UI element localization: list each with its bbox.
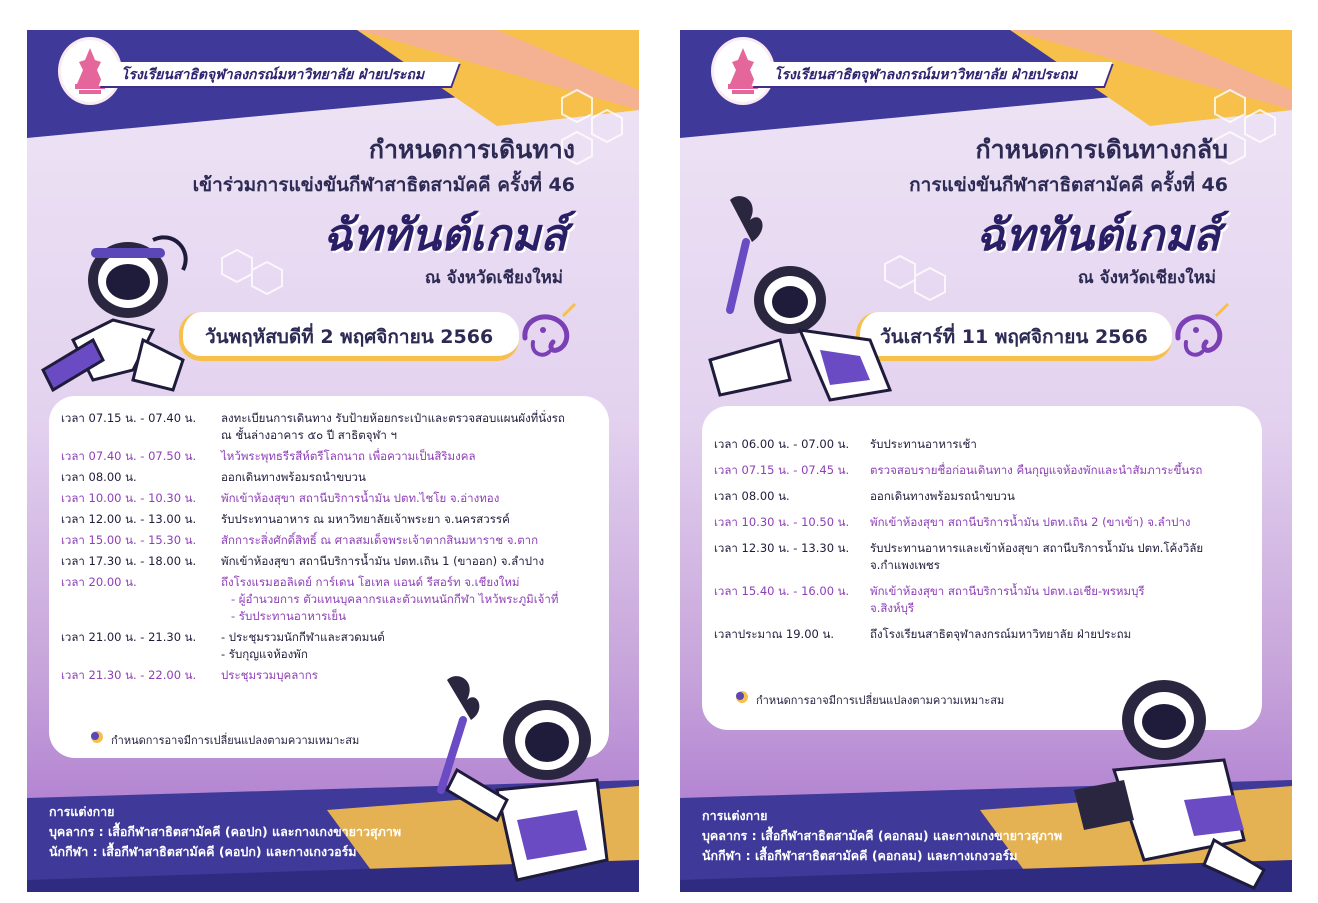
torch-icon: [730, 242, 746, 310]
schedule-time: เวลา 12.00 น. - 13.00 น.: [61, 512, 197, 526]
schedule-activity: [221, 490, 499, 507]
schedule-time: เวลา 07.40 น. - 07.50 น.: [61, 449, 197, 463]
schedule-time: เวลา 21.00 น. - 21.30 น.: [61, 630, 197, 644]
schedule-activity: [870, 583, 1145, 617]
school-name: โรงเรียนสาธิตจุฬาลงกรณ์มหาวิทยาลัย ฝ่ายประถม: [774, 67, 1078, 83]
schedule-activity-line: - ผู้อำนวยการ ตัวแทนบุคลากรและตัวแทนนักกีฬา ไหว้พระภูมิเจ้าที่: [231, 592, 559, 606]
title-line2: การแข่งขันกีฬาสาธิตสามัคคี ครั้งที่ 46: [909, 174, 1228, 196]
schedule-activity-line: จ.สิงห์บุรี: [870, 601, 915, 615]
schedule-activity: [221, 448, 476, 465]
schedule-activity: [870, 540, 1203, 574]
schedule-time: เวลา 12.30 น. - 13.30 น.: [714, 541, 850, 555]
schedule-activity-line: รับประทานอาหารเช้า: [870, 437, 977, 451]
dress-title: การแต่งกาย: [49, 804, 115, 819]
note: กำหนดการอาจมีการเปลี่ยนแปลงตามความเหมาะสม: [756, 694, 1005, 707]
mascot-robot: [427, 670, 627, 892]
schedule-activity-line: - รับประทานอาหารเย็น: [231, 609, 346, 623]
schedule-time: เวลา 20.00 น.: [61, 575, 137, 589]
schedule-activity: [870, 488, 1015, 505]
poster-departure: [27, 30, 639, 892]
schedule-activity-line: - รับกุญแจห้องพัก: [221, 647, 308, 661]
date: วันเสาร์ที่ 11 พฤศจิกายน 2566: [880, 326, 1148, 348]
schedule-time: เวลา 21.30 น. - 22.00 น.: [61, 668, 197, 682]
schedule-activity: [221, 469, 366, 486]
schedule-activity-line: ประชุมรวมบุคลากร: [221, 668, 318, 682]
dress-staff: บุคลากร : เสื้อกีฬาสาธิตสามัคคี (คอกลม) และกางเกงขายาวสุภาพ: [702, 828, 1063, 843]
schedule-time: เวลา 06.00 น. - 07.00 น.: [714, 437, 850, 451]
dress-title: การแต่งกาย: [702, 808, 768, 823]
hexagon-decor: [217, 240, 307, 310]
schedule-activity-line: ถึงโรงเรียนสาธิตจุฬาลงกรณ์มหาวิทยาลัย ฝ่ายประถม: [870, 627, 1132, 641]
school-name: โรงเรียนสาธิตจุฬาลงกรณ์มหาวิทยาลัย ฝ่ายประถม: [121, 67, 425, 83]
schedule-activity-line: ณ ชั้นล่างอาคาร ๕๐ ปี สาธิตจุฬา ฯ: [221, 428, 397, 442]
game-name: ฉัททันต์เกมส์: [975, 210, 1220, 261]
date: วันพฤหัสบดีที่ 2 พฤศจิกายน 2566: [205, 326, 494, 348]
schedule-activity: [870, 514, 1191, 531]
schedule-activity: [870, 436, 977, 453]
poster-return: [680, 30, 1292, 892]
schedule-activity-line: ลงทะเบียนการเดินทาง รับป้ายห้อยกระเป๋าและตรวจสอบแผนผังที่นั่งรถ: [221, 411, 565, 425]
dress-athlete: นักกีฬา : เสื้อกีฬาสาธิตสามัคคี (คอปก) และกางเกงวอร์ม: [49, 844, 357, 859]
schedule-time: เวลา 15.40 น. - 16.00 น.: [714, 584, 850, 598]
mascot-robot: [690, 190, 900, 410]
title-line2: เข้าร่วมการแข่งขันกีฬาสาธิตสามัคคี ครั้งที่ 46: [192, 174, 575, 196]
schedule-activity-line: รับประทานอาหาร ณ มหาวิทยาลัยเจ้าพระยา จ.นครสวรรค์: [221, 512, 510, 526]
schedule-activity-line: สักการะสิ่งศักดิ์สิทธิ์ ณ ศาลสมเด็จพระเจ้าตากสินมหาราช จ.ตาก: [221, 533, 539, 547]
note: กำหนดการอาจมีการเปลี่ยนแปลงตามความเหมาะสม: [111, 734, 360, 747]
schedule-activity-line: รับประทานอาหารและเข้าห้องสุขา สถานีบริการน้ำมัน ปตท.โค้งวิลัย: [870, 541, 1204, 555]
schedule-activity: [221, 511, 510, 528]
elephant-icon: [1166, 302, 1236, 366]
title-line1: กำหนดการเดินทาง: [368, 135, 575, 164]
dress-athlete: นักกีฬา : เสื้อกีฬาสาธิตสามัคคี (คอกลม) และกางเกงวอร์ม: [702, 848, 1018, 863]
schedule-activity-line: - ประชุมรวมนักกีฬาและสวดมนต์: [221, 630, 385, 644]
elephant-icon: [513, 302, 583, 366]
location: ณ จังหวัดเชียงใหม่: [1077, 268, 1216, 288]
schedule-activity-line: ออกเดินทางพร้อมรถนำขบวน: [221, 470, 366, 484]
schedule-activity-line: ตรวจสอบรายชื่อก่อนเดินทาง คืนกุญแจห้องพักและนำสัมภาระขึ้นรถ: [870, 463, 1203, 477]
schedule-time: เวลา 10.30 น. - 10.50 น.: [714, 515, 850, 529]
schedule-activity: [221, 410, 565, 444]
note-icon: [734, 688, 750, 704]
mascot-robot: [1074, 650, 1284, 890]
schedule-time: เวลา 07.15 น. - 07.40 น.: [61, 411, 197, 425]
schedule-activity: [870, 462, 1202, 479]
schedule-activity: [221, 667, 318, 684]
schedule-time: เวลา 08.00 น.: [61, 470, 137, 484]
schedule-time: เวลาประมาณ 19.00 น.: [714, 627, 835, 641]
location: ณ จังหวัดเชียงใหม่: [424, 268, 563, 288]
schedule-activity-line: พักเข้าห้องสุขา สถานีบริการน้ำมัน ปตท.เอเชีย-พรหมบุรี: [870, 584, 1145, 598]
schedule-activity: [221, 574, 558, 625]
mascot-robot: [33, 220, 203, 410]
schedule-activity: [221, 532, 538, 549]
schedule-activity-line: จ.กำแพงเพชร: [870, 558, 940, 572]
schedule-time: เวลา 08.00 น.: [714, 489, 790, 503]
schedule-activity: [221, 629, 385, 663]
schedule-activity-line: ออกเดินทางพร้อมรถนำขบวน: [870, 489, 1015, 503]
schedule-activity-line: ถึงโรงแรมฮอลิเดย์ การ์เดน โฮเทล แอนด์ รีสอร์ท จ.เชียงใหม่: [221, 575, 520, 589]
dress-staff: บุคลากร : เสื้อกีฬาสาธิตสามัคคี (คอปก) และกางเกงขายาวสุภาพ: [49, 824, 402, 839]
game-name: ฉัททันต์เกมส์: [322, 210, 567, 261]
note-icon: [89, 728, 105, 744]
schedule-activity: [870, 626, 1131, 643]
schedule-time: เวลา 10.00 น. - 10.30 น.: [61, 491, 197, 505]
schedule-activity-line: พักเข้าห้องสุขา สถานีบริการน้ำมัน ปตท.เถิน 2 (ขาเข้า) จ.ลำปาง: [870, 515, 1191, 529]
schedule-activity: [221, 553, 544, 570]
schedule-time: เวลา 07.15 น. - 07.45 น.: [714, 463, 850, 477]
schedule-activity-line: พักเข้าห้องสุขา สถานีบริการน้ำมัน ปตท.เถิน 1 (ขาออก) จ.ลำปาง: [221, 554, 545, 568]
title-line1: กำหนดการเดินทางกลับ: [975, 135, 1228, 164]
schedule-activity-line: ไหว้พระพุทธรีรสีห์ตรีโลกนาถ เพื่อความเป็นสิริมงคล: [221, 449, 476, 463]
schedule-time: เวลา 15.00 น. - 15.30 น.: [61, 533, 197, 547]
schedule-time: เวลา 17.30 น. - 18.00 น.: [61, 554, 197, 568]
schedule-activity-line: พักเข้าห้องสุขา สถานีบริการน้ำมัน ปตท.ไชโย จ.อ่างทอง: [221, 491, 500, 505]
